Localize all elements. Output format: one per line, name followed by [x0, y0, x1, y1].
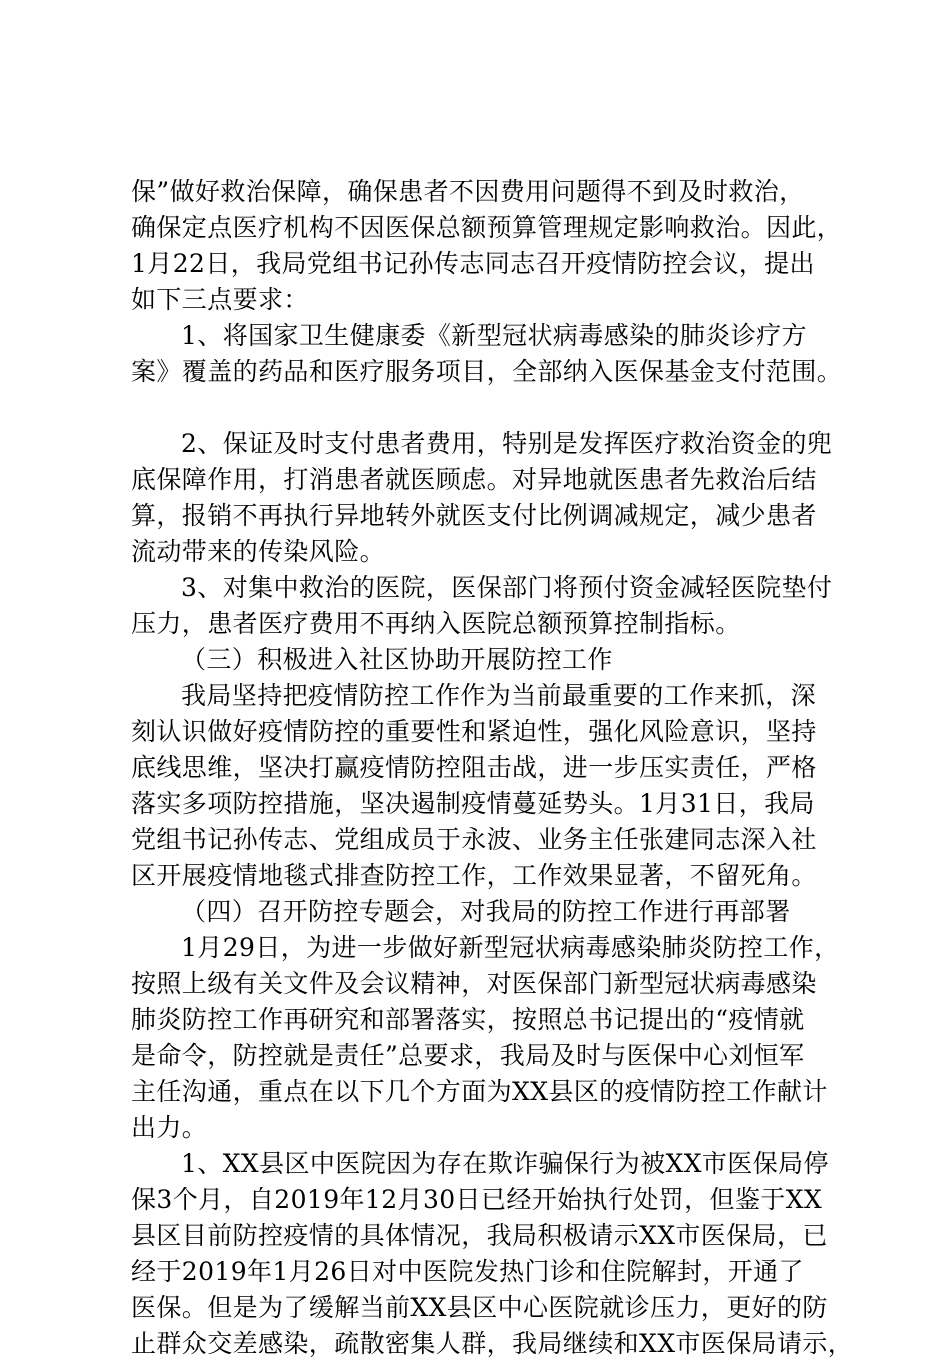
text-line: 保”做好救治保障，确保患者不因费用问题得不到及时救治，	[131, 177, 805, 206]
text-line: 是命令，防控就是责任”总要求，我局及时与医保中心刘恒军	[131, 1041, 805, 1070]
text-line: 1月22日，我局党组书记孙传志同志召开疫情防控会议，提出	[131, 249, 815, 278]
text-line: 底保障作用，打消患者就医顾虑。对异地就医患者先救治后结	[131, 465, 817, 494]
paragraph-first-line: 1月29日，为进一步做好新型冠状病毒感染肺炎防控工作，	[181, 933, 840, 962]
text-line: 按照上级有关文件及会议精神，对医保部门新型冠状病毒感染	[131, 969, 817, 998]
text-line: 党组书记孙传志、党组成员于永波、业务主任张建同志深入社	[131, 825, 817, 854]
text-line: 确保定点医疗机构不因医保总额预算管理规定影响救治。因此，	[131, 213, 843, 242]
paragraph-first-line: 我局坚持把疫情防控工作作为当前最重要的工作来抓，深	[181, 681, 817, 710]
text-line: 保3个月，自2019年12月30日已经开始执行处罚，但鉴于XX	[131, 1185, 823, 1214]
text-line: 经于2019年1月26日对中医院发热门诊和住院解封，开通了	[131, 1257, 804, 1286]
text-line: 案》覆盖的药品和医疗服务项目，全部纳入医保基金支付范围。	[131, 357, 843, 386]
list-item-text: 1、将国家卫生健康委《新型冠状病毒感染的肺炎诊疗方	[181, 321, 807, 350]
section-heading: （三）积极进入社区协助开展防控工作	[181, 645, 613, 674]
text-line: 主任沟通，重点在以下几个方面为XX县区的疫情防控工作献计	[131, 1077, 828, 1106]
text-line: 如下三点要求：	[131, 285, 309, 314]
list-item-text: 2、保证及时支付患者费用，特别是发挥医疗救治资金的兜	[181, 429, 833, 458]
text-line: 肺炎防控工作再研究和部署落实，按照总书记提出的“疫情就	[131, 1005, 805, 1034]
list-item-text: 3、对集中救治的医院，医保部门将预付资金减轻医院垫付	[181, 573, 833, 602]
text-line: 落实多项防控措施，坚决遏制疫情蔓延势头。1月31日，我局	[131, 789, 815, 818]
text-line: 出力。	[131, 1113, 208, 1142]
text-line: 医保。但是为了缓解当前XX县区中心医院就诊压力，更好的防	[131, 1293, 828, 1322]
text-line: 止群众交差感染，疏散密集人群，我局继续和XX市医保局请示，	[131, 1329, 854, 1358]
text-line: 算，报销不再执行异地转外就医支付比例调减规定，减少患者	[131, 501, 817, 530]
text-line: 压力，患者医疗费用不再纳入医院总额预算控制指标。	[131, 609, 741, 638]
text-line: 区开展疫情地毯式排查防控工作，工作效果显著，不留死角。	[131, 861, 817, 890]
text-line: 县区目前防控疫情的具体情况，我局积极请示XX市医保局，已	[131, 1221, 828, 1250]
text-line: 底线思维，坚决打赢疫情防控阻击战，进一步压实责任，严格	[131, 753, 817, 782]
list-item-text: 1、XX县区中医院因为存在欺诈骗保行为被XX市医保局停	[181, 1149, 829, 1178]
text-line: 流动带来的传染风险。	[131, 537, 386, 566]
text-line: 刻认识做好疫情防控的重要性和紧迫性，强化风险意识，坚持	[131, 717, 817, 746]
section-heading: （四）召开防控专题会，对我局的防控工作进行再部署	[181, 897, 791, 926]
